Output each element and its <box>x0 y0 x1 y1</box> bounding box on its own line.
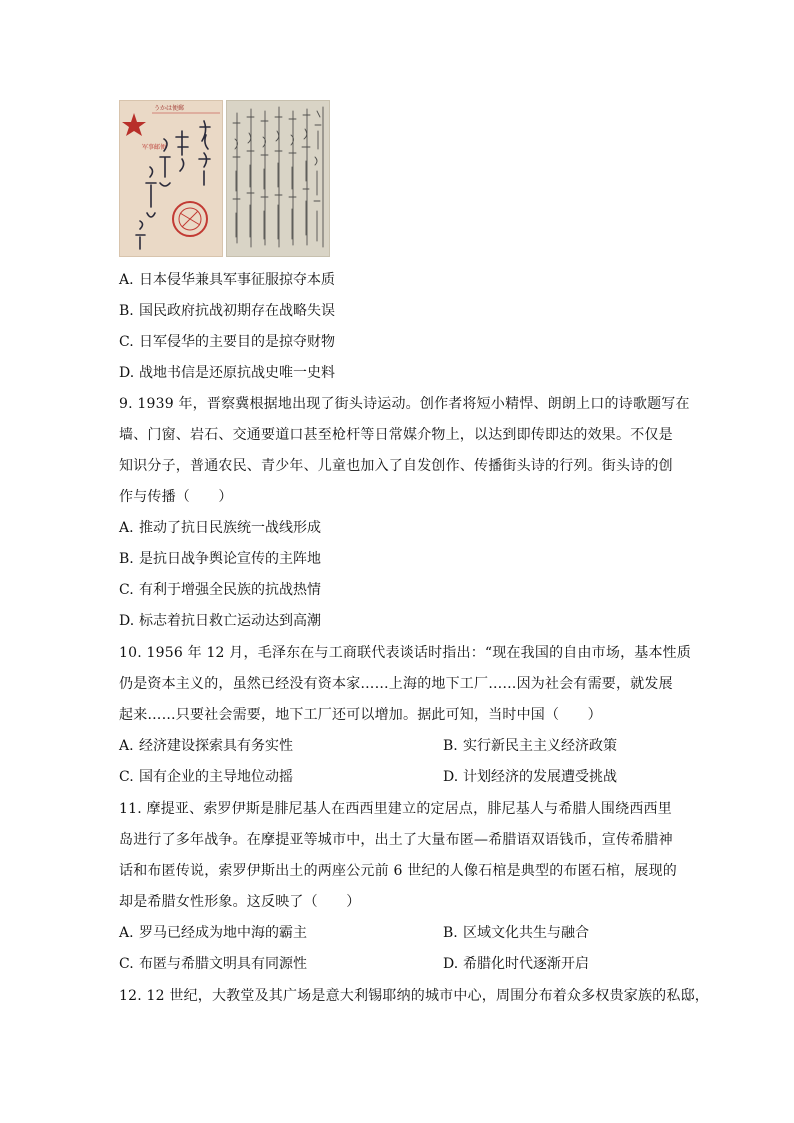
war-letter-figure <box>119 100 330 257</box>
q9-option-a[interactable]: A. 推动了抗日民族统一战线形成 <box>119 520 321 536</box>
q9-stem-line-4: 作与传播（ ） <box>119 489 233 505</box>
military-postcard-envelope <box>119 100 223 257</box>
q11-option-c[interactable]: C. 布匿与希腊文明具有同源性 <box>119 956 307 972</box>
q9-option-b[interactable]: B. 是抗日战争舆论宣传的主阵地 <box>119 551 321 567</box>
red-star-icon <box>122 113 146 136</box>
q10-stem-line-1: 10. 1956 年 12 月，毛泽东在与工商联代表谈话时指出：“现在我国的自由市场，基本性质 <box>119 645 692 661</box>
q10-stem-line-2: 仍是资本主义的，虽然已经没有资本家……上海的地下工厂……因为社会有需要，就发展 <box>119 676 673 692</box>
q12-stem-line-1: 12. 12 世纪，大教堂及其广场是意大利锡耶纳的城市中心，周围分布着众多权贵家族的私邸， <box>119 988 709 1004</box>
q9-option-d[interactable]: D. 标志着抗日救亡运动达到高潮 <box>119 613 321 629</box>
envelope-vertical-mark: 军事邮便 <box>142 144 167 151</box>
q11-option-d[interactable]: D. 希腊化时代逐渐开启 <box>443 956 589 972</box>
q10-option-b[interactable]: B. 实行新民主主义经济政策 <box>443 738 617 754</box>
envelope-printed-header: うかは便郵 <box>154 105 185 112</box>
q9-stem-line-3: 知识分子，普通农民、青少年、儿童也加入了自发创作、传播街头诗的行列。街头诗的创 <box>119 458 673 474</box>
q11-option-b[interactable]: B. 区域文化共生与融合 <box>443 925 589 941</box>
q9-option-c[interactable]: C. 有利于增强全民族的抗战热情 <box>119 582 321 598</box>
handwritten-letter <box>226 100 330 257</box>
q11-stem-line-3: 话和布匿传说，索罗伊斯出土的两座公元前 6 世纪的人像石棺是典型的布匿石棺，展现的 <box>119 863 678 879</box>
q11-stem-line-4: 却是希腊女性形象。这反映了（ ） <box>119 894 361 910</box>
q10-option-a[interactable]: A. 经济建设探索具有务实性 <box>119 738 293 754</box>
q10-option-c[interactable]: C. 国有企业的主导地位动摇 <box>119 769 293 785</box>
q10-stem-line-3: 起来……只要社会需要，地下工厂还可以增加。据此可知，当时中国（ ） <box>119 707 602 723</box>
envelope-artwork <box>120 101 223 257</box>
prev-option-a[interactable]: A. 日本侵华兼具军事征服掠夺本质 <box>119 272 335 288</box>
q9-stem-line-1: 9. 1939 年，晋察冀根据地出现了街头诗运动。创作者将短小精悍、朗朗上口的诗歌题写在 <box>119 396 690 412</box>
q11-stem-line-2: 岛进行了多年战争。在摩提亚等城市中，出土了大量布匿—希腊语双语钱币，宣传希腊神 <box>119 832 673 848</box>
q10-option-d[interactable]: D. 计划经济的发展遭受挑战 <box>443 769 617 785</box>
prev-option-d[interactable]: D. 战地书信是还原抗战史唯一史料 <box>119 365 335 381</box>
prev-option-b[interactable]: B. 国民政府抗战初期存在战略失误 <box>119 303 335 319</box>
q11-option-a[interactable]: A. 罗马已经成为地中海的霸主 <box>119 925 307 941</box>
letter-handwriting <box>227 101 330 257</box>
q11-stem-line-1: 11. 摩提亚、索罗伊斯是腓尼基人在西西里建立的定居点，腓尼基人与希腊人围绕西西里 <box>119 801 672 817</box>
prev-option-c[interactable]: C. 日军侵华的主要目的是掠夺财物 <box>119 334 335 350</box>
q9-stem-line-2: 墙、门窗、岩石、交通要道口甚至枪杆等日常媒介物上，以达到即传即达的效果。不仅是 <box>119 427 673 443</box>
